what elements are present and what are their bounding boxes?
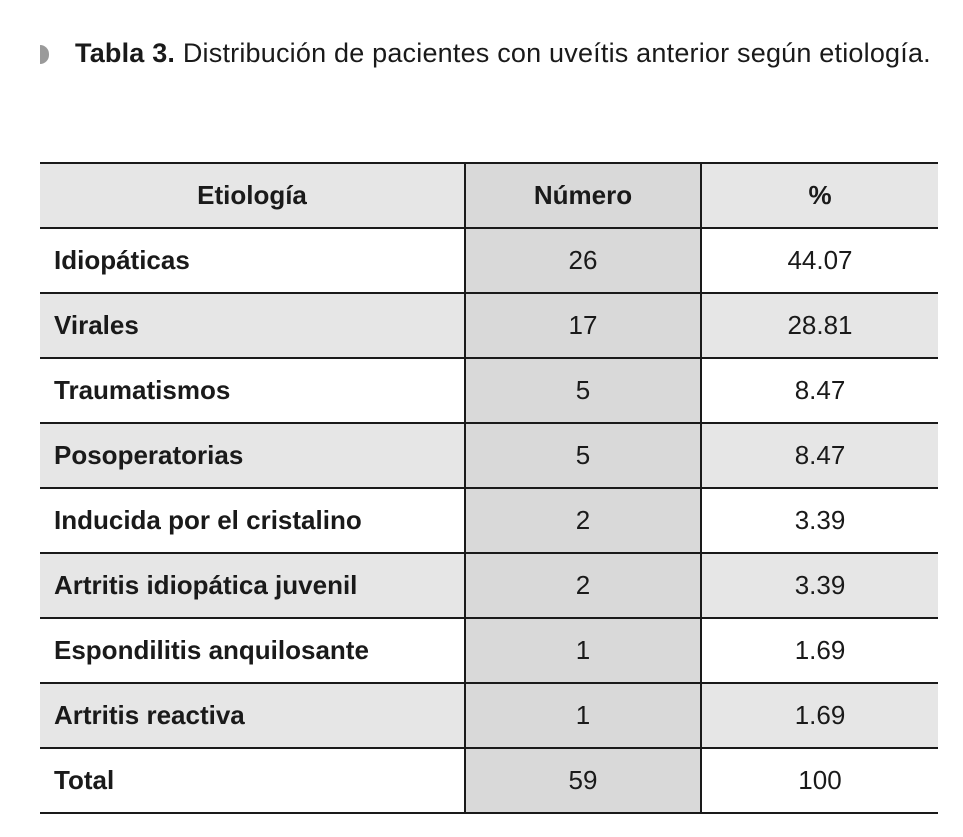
table-caption <box>40 32 938 75</box>
cell-numero: 2 <box>465 488 701 553</box>
header-numero: Número <box>465 163 701 228</box>
table-row <box>40 423 938 488</box>
cell-etiologia: Posoperatorias <box>40 423 465 488</box>
cell-numero: 2 <box>465 553 701 618</box>
cell-porcentaje: 8.47 <box>701 423 938 488</box>
caption-label: Tabla 3. <box>75 38 176 68</box>
cell-porcentaje: 1.69 <box>701 618 938 683</box>
cell-numero: 1 <box>465 683 701 748</box>
cell-porcentaje: 8.47 <box>701 358 938 423</box>
cell-etiologia: Traumatismos <box>40 358 465 423</box>
table-row <box>40 553 938 618</box>
caption-text: Distribución de pacientes con uveítis anterior según etiología. <box>175 38 931 68</box>
table-row <box>40 618 938 683</box>
table-row <box>40 488 938 553</box>
header-etiologia: Etiología <box>40 163 465 228</box>
cell-numero: 5 <box>465 358 701 423</box>
cell-etiologia: Espondilitis anquilosante <box>40 618 465 683</box>
cell-numero: 5 <box>465 423 701 488</box>
cell-porcentaje: 28.81 <box>701 293 938 358</box>
cell-etiologia: Artritis idiopática juvenil <box>40 553 465 618</box>
table-row <box>40 293 938 358</box>
table-row <box>40 358 938 423</box>
cell-porcentaje: 1.69 <box>701 683 938 748</box>
cell-porcentaje: 44.07 <box>701 228 938 293</box>
cell-porcentaje: 3.39 <box>701 488 938 553</box>
cell-numero: 17 <box>465 293 701 358</box>
cell-numero: 59 <box>465 748 701 813</box>
cell-etiologia: Inducida por el cristalino <box>40 488 465 553</box>
table-row <box>40 228 938 293</box>
cell-etiologia: Artritis reactiva <box>40 683 465 748</box>
cell-etiologia: Virales <box>40 293 465 358</box>
cell-numero: 1 <box>465 618 701 683</box>
cell-etiologia: Idiopáticas <box>40 228 465 293</box>
table-header-row <box>40 163 938 228</box>
cell-numero: 26 <box>465 228 701 293</box>
cell-etiologia: Total <box>40 748 465 813</box>
header-porcentaje: % <box>701 163 938 228</box>
table-total-row <box>40 748 938 813</box>
cell-porcentaje: 100 <box>701 748 938 813</box>
cell-porcentaje: 3.39 <box>701 553 938 618</box>
half-circle-bullet-icon <box>40 45 49 64</box>
table-row <box>40 683 938 748</box>
etiology-table <box>40 162 938 814</box>
